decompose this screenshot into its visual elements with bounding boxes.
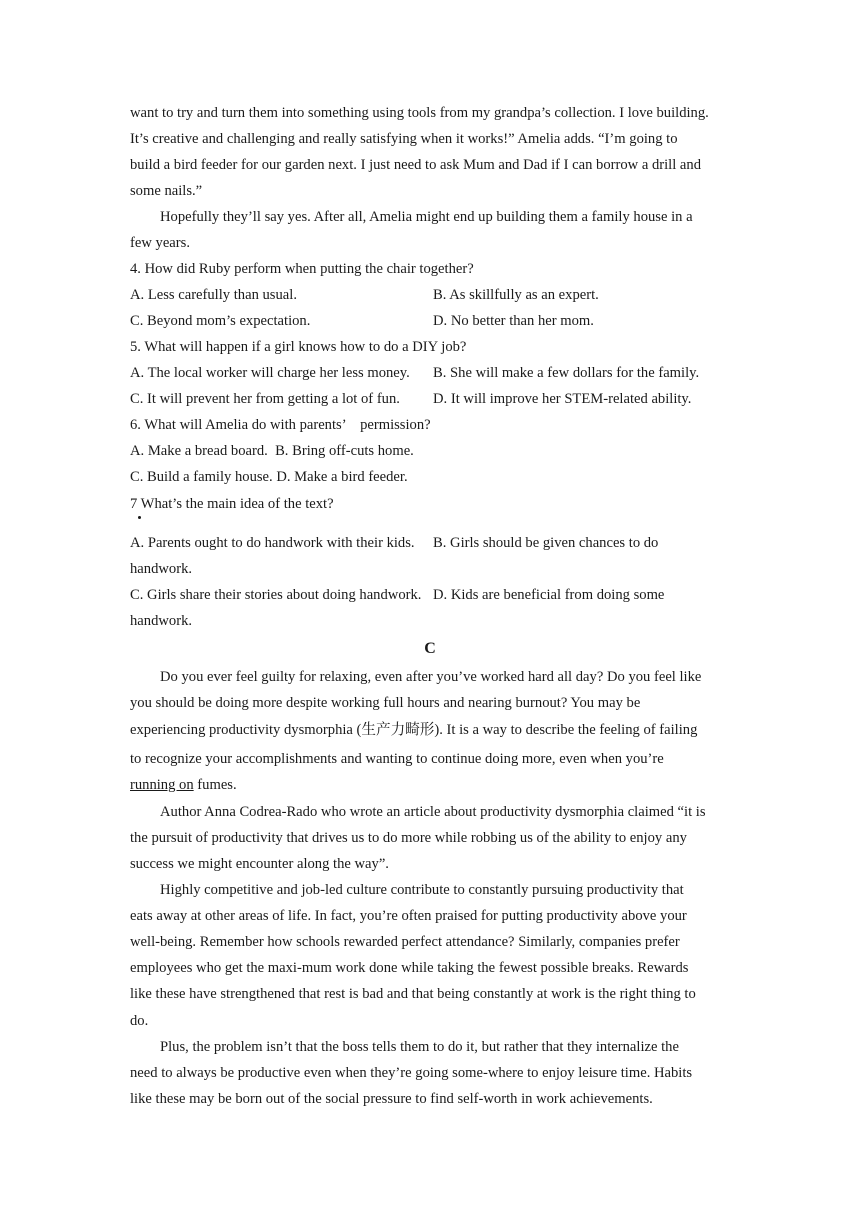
passage-c-line: Plus, the problem isn’t that the boss tells them to do it, but rather that they internalize the bbox=[160, 1039, 679, 1055]
question-7-option-d-continued: handwork. bbox=[130, 613, 193, 629]
question-7-option-d: D. Kids are beneficial from doing some bbox=[433, 587, 665, 603]
question-7-stem: 7 What’s the main idea of the text? bbox=[130, 496, 334, 512]
passage-b-line: few years. bbox=[130, 235, 190, 251]
passage-c-line: like these have strengthened that rest is bad and that being constantly at work is the right thing to bbox=[130, 986, 696, 1002]
question-7-option-a: A. Parents ought to do handwork with their kids. bbox=[130, 535, 415, 551]
passage-c-line: the pursuit of productivity that drives us to do more while robbing us of the ability to enjoy any bbox=[130, 830, 687, 846]
section-heading: C bbox=[424, 640, 436, 657]
passage-c-line: do. bbox=[130, 1013, 149, 1029]
question-4-option-a: A. Less carefully than usual. bbox=[130, 287, 297, 303]
question-4-option-c: C. Beyond mom’s expectation. bbox=[130, 313, 311, 329]
question-6-options-cd: C. Build a family house. D. Make a bird feeder. bbox=[130, 469, 408, 485]
passage-c-line: employees who get the maxi-mum work done while taking the fewest possible breaks. Rewards bbox=[130, 960, 689, 976]
question-7-option-b-continued: handwork. bbox=[130, 561, 193, 577]
question-4-option-b: B. As skillfully as an expert. bbox=[433, 287, 599, 303]
line-remainder: fumes. bbox=[193, 777, 237, 793]
passage-c-line: eats away at other areas of life. In fact, you’re often praised for putting productivity above your bbox=[130, 908, 687, 924]
question-5-option-c: C. It will prevent her from getting a lot of fun. bbox=[130, 391, 400, 407]
passage-c-line: Author Anna Codrea-Rado who wrote an article about productivity dysmorphia claimed “it is bbox=[160, 804, 706, 820]
passage-c-line: like these may be born out of the social pressure to find self-worth in work achievements. bbox=[130, 1091, 653, 1107]
passage-c-line: success we might encounter along the way”. bbox=[130, 856, 389, 872]
passage-c-line: Highly competitive and job-led culture contribute to constantly pursuing productivity that bbox=[160, 882, 684, 898]
question-5-option-a: A. The local worker will charge her less money. bbox=[130, 365, 410, 381]
passage-b-line: It’s creative and challenging and really satisfying when it works!” Amelia adds. “I’m going to bbox=[130, 131, 678, 147]
question-6-stem: 6. What will Amelia do with parents’ permission? bbox=[130, 417, 431, 433]
passage-b-line: build a bird feeder for our garden next. I just need to ask Mum and Dad if I can borrow a drill and bbox=[130, 157, 702, 173]
passage-b-line: some nails.” bbox=[130, 183, 203, 199]
question-4-stem: 4. How did Ruby perform when putting the chair together? bbox=[130, 261, 474, 277]
question-5-option-b: B. She will make a few dollars for the family. bbox=[433, 365, 700, 381]
passage-c-line: Do you ever feel guilty for relaxing, even after you’ve worked hard all day? Do you feel like bbox=[160, 669, 702, 685]
passage-c-line: you should be doing more despite working full hours and nearing burnout? You may be bbox=[130, 695, 641, 711]
question-5-stem: 5. What will happen if a girl knows how to do a DIY job? bbox=[130, 339, 467, 355]
question-5-option-d: D. It will improve her STEM-related ability. bbox=[433, 391, 692, 407]
passage-c-line bbox=[130, 776, 237, 794]
passage-b-line: want to try and turn them into something using tools from my grandpa’s collection. I love building. bbox=[130, 105, 709, 121]
question-6-options-ab: A. Make a bread board. B. Bring off-cuts home. bbox=[130, 443, 414, 459]
passage-c-line: well-being. Remember how schools rewarded perfect attendance? Similarly, companies prefer bbox=[130, 934, 680, 950]
question-7-option-c: C. Girls share their stories about doing handwork. bbox=[130, 587, 422, 603]
passage-c-line: experiencing productivity dysmorphia (生产力畸形). It is a way to describe the feeling of failing bbox=[130, 722, 698, 738]
passage-b-line: Hopefully they’ll say yes. After all, Amelia might end up building them a family house in a bbox=[160, 209, 693, 225]
question-7-option-b: B. Girls should be given chances to do bbox=[433, 535, 659, 551]
question-4-option-d: D. No better than her mom. bbox=[433, 313, 594, 329]
stray-dot-mark bbox=[138, 516, 141, 519]
passage-c-line: to recognize your accomplishments and wanting to continue doing more, even when you’re bbox=[130, 751, 664, 767]
underlined-phrase: running on bbox=[130, 777, 194, 793]
passage-c-line: need to always be productive even when they’re going some-where to enjoy leisure time. Habits bbox=[130, 1065, 693, 1081]
